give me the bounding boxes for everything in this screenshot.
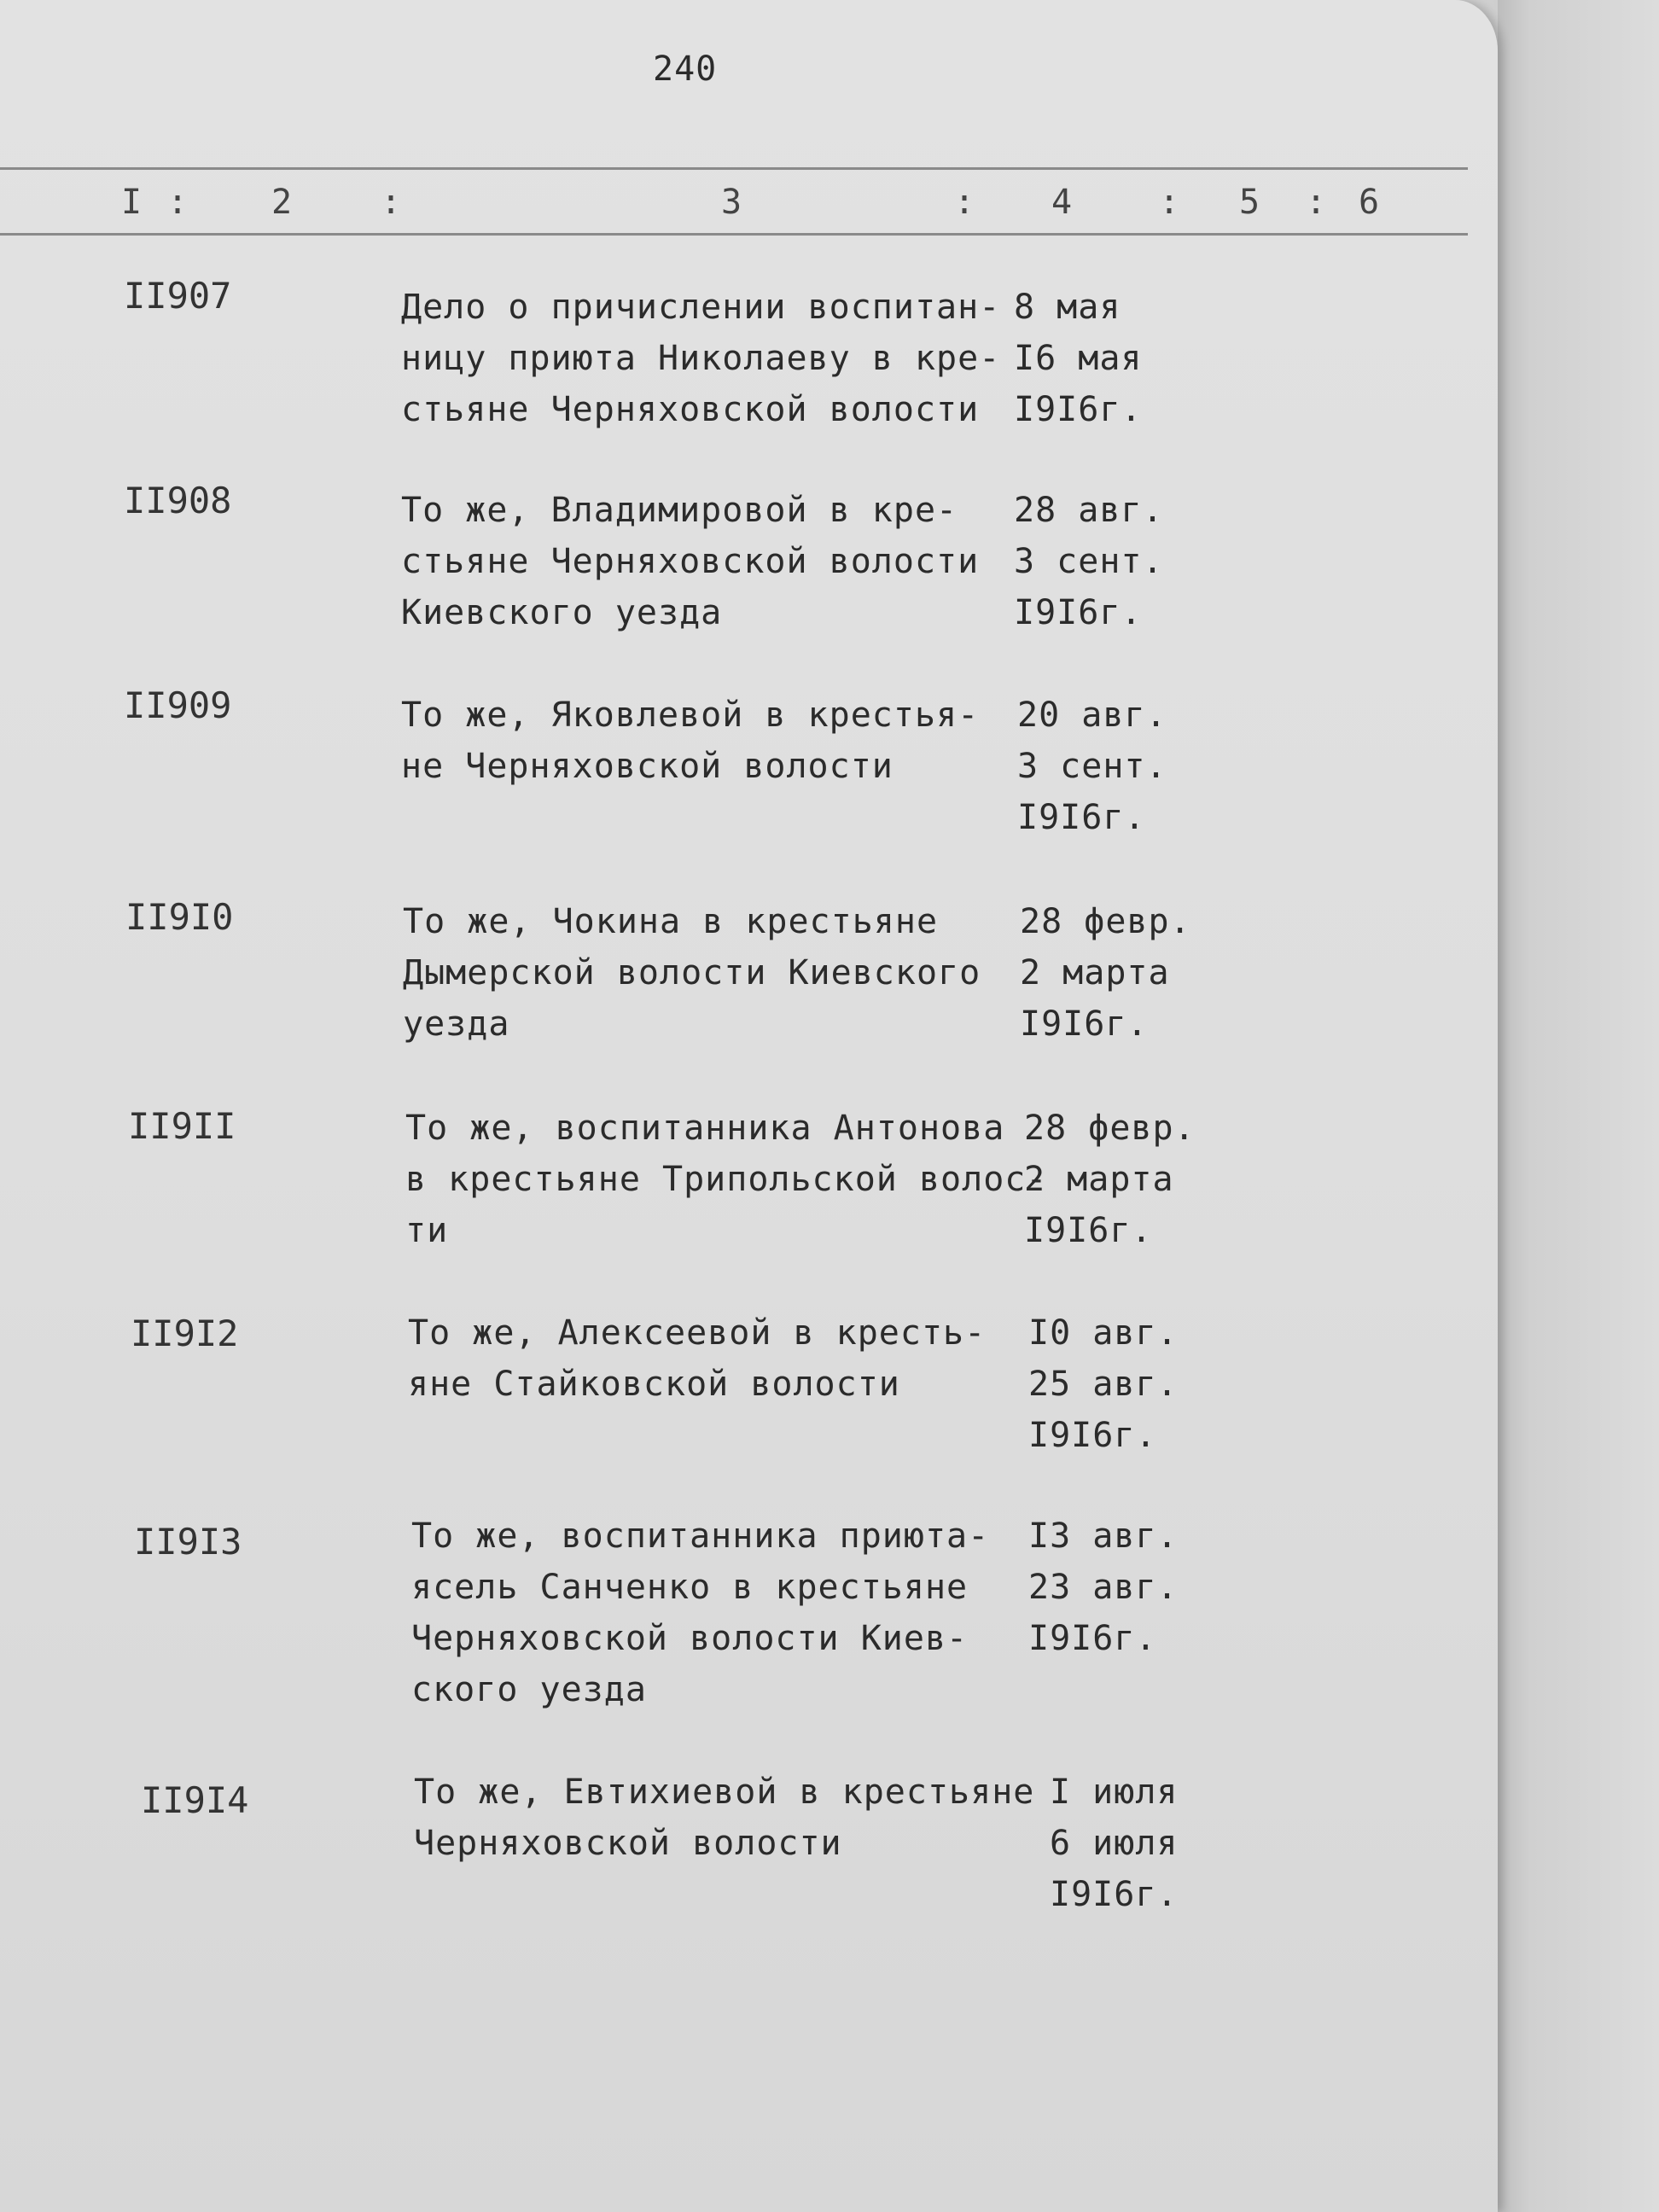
record-title: То же, Чокина в крестьяне Дымерской волости Киевского уезда: [403, 902, 981, 1044]
column-header-3: 3: [721, 183, 743, 222]
column-header-2: 2: [271, 183, 294, 222]
header-rule-top: [0, 167, 1468, 170]
record-number: II9I3: [134, 1521, 242, 1563]
record-number: II9II: [128, 1105, 236, 1147]
record-dates: 28 февр. 2 марта I9I6г.: [1020, 902, 1191, 1044]
record-dates: I0 авг. 25 авг. I9I6г.: [1028, 1313, 1179, 1455]
column-header-4: 4: [1051, 183, 1074, 222]
column-header-6: 6: [1359, 183, 1381, 222]
record-number: II9I4: [141, 1779, 249, 1821]
record-dates: I3 авг. 23 авг. I9I6г.: [1028, 1516, 1179, 1658]
column-separator: :: [954, 183, 976, 222]
column-header-1: I: [121, 183, 143, 222]
column-separator: :: [1159, 183, 1181, 222]
header-rule-bottom: [0, 233, 1468, 236]
column-separator: :: [1306, 183, 1328, 222]
record-dates: 28 февр. 2 марта I9I6г.: [1024, 1109, 1196, 1250]
record-number: II909: [124, 684, 232, 726]
record-title: То же, Евтихиевой в крестьяне Черняховской волости: [414, 1773, 1035, 1863]
record-dates: I июля 6 июля I9I6г.: [1050, 1773, 1179, 1914]
record-number: II9I2: [131, 1313, 239, 1354]
record-dates: 20 авг. 3 сент. I9I6г.: [1017, 696, 1167, 837]
record-title: То же, воспитанника приюта- ясель Санченко в крестьяне Черняховской волости Киев- ского уезда: [411, 1516, 990, 1709]
record-dates: 8 мая I6 мая I9I6г.: [1014, 288, 1143, 429]
page-edge-shadow: [1498, 0, 1659, 2212]
column-separator: :: [381, 183, 403, 222]
column-separator: :: [167, 183, 189, 222]
record-number: II908: [124, 480, 232, 521]
record-title: Дело о причислении воспитан- ницу приюта Николаеву в кре- стьяне Черняховской волости: [401, 288, 1001, 429]
record-dates: 28 авг. 3 сент. I9I6г.: [1014, 491, 1164, 632]
record-title: То же, воспитанника Антонова в крестьяне Трипольской волос- ти: [405, 1109, 1048, 1250]
record-title: То же, Яковлевой в крестья- не Черняховской волости: [401, 696, 980, 786]
record-number: II907: [124, 275, 232, 317]
column-header-5: 5: [1239, 183, 1261, 222]
record-number: II9I0: [125, 896, 234, 938]
record-title: То же, Алексеевой в кресть- яне Стайковской волости: [408, 1313, 987, 1404]
page-number: 240: [653, 49, 718, 89]
record-title: То же, Владимировой в кре- стьяне Черняховской волости Киевского уезда: [401, 491, 980, 632]
